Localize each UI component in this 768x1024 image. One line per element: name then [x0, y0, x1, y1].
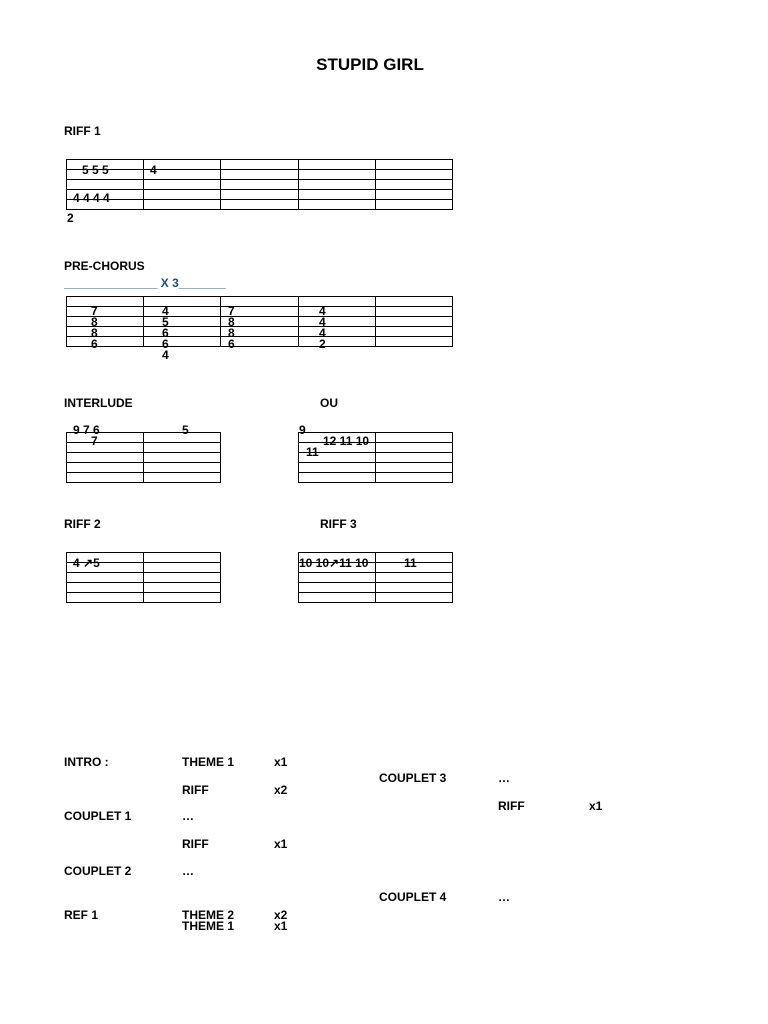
structure-dots1: … — [182, 809, 194, 823]
structure-x1-a: x1 — [274, 755, 288, 769]
structure-theme1-b: THEME 1 — [182, 919, 235, 933]
structure-ref1: REF 1 — [64, 908, 99, 922]
structure-couplet4: COUPLET 4 — [379, 890, 447, 904]
interlude-notes-3: 5 — [182, 423, 189, 437]
ou-notes-2: 12 11 10 — [323, 434, 370, 448]
riff2-notes: 4 ↗5 — [73, 556, 100, 570]
riff1-notes-line3: 2 — [67, 211, 74, 225]
prechorus-col2: 4 5 6 6 4 — [162, 304, 169, 362]
ou-notes-3: 11 — [306, 445, 319, 459]
prechorus-col3: 7 8 8 6 — [228, 304, 235, 351]
structure-theme1-a: THEME 1 — [182, 755, 235, 769]
structure-riff-b: RIFF — [182, 837, 209, 851]
ou-tab-grid — [298, 432, 453, 483]
riff3-notes: 10 10↗11 10 — [299, 556, 369, 570]
structure-x1-c: x1 — [274, 919, 288, 933]
riff1-notes-line1b: 4 — [150, 163, 157, 177]
prechorus-heading: PRE-CHORUS — [64, 259, 145, 273]
interlude-heading: INTERLUDE — [64, 396, 133, 410]
riff1-notes-line2: 4 4 4 4 — [73, 191, 110, 205]
structure-couplet1: COUPLET 1 — [64, 809, 132, 823]
riff1-heading: RIFF 1 — [64, 124, 101, 138]
interlude-tab-grid — [66, 432, 221, 483]
structure-intro: INTRO : — [64, 755, 109, 769]
page-title: STUPID GIRL — [316, 55, 424, 74]
structure-couplet3: COUPLET 3 — [379, 771, 447, 785]
structure-x2-b: x2 — [274, 908, 288, 922]
riff1-tab-grid — [66, 159, 453, 210]
structure-dots3: … — [498, 771, 510, 785]
riff3-notes-2: 11 — [404, 556, 417, 570]
structure-x1-d: x1 — [589, 799, 603, 813]
riff1-notes-line1: 5 5 5 — [82, 163, 109, 177]
riff3-heading: RIFF 3 — [320, 517, 357, 531]
ou-heading: OU — [320, 396, 338, 410]
structure-couplet2: COUPLET 2 — [64, 864, 132, 878]
structure-x2-a: x2 — [274, 783, 288, 797]
prechorus-col4: 4 4 4 2 — [319, 304, 326, 351]
structure-riff-c: RIFF — [498, 799, 525, 813]
prechorus-tab-grid — [66, 296, 453, 347]
structure-dots2: … — [182, 864, 194, 878]
ou-notes-1: 9 — [299, 423, 306, 437]
interlude-notes-1: 9 7 6 — [73, 423, 100, 437]
structure-dots4: … — [498, 890, 510, 904]
interlude-notes-2: 7 — [91, 434, 98, 448]
riff2-heading: RIFF 2 — [64, 517, 101, 531]
prechorus-col1: 7 8 8 6 — [91, 304, 98, 351]
structure-theme2: THEME 2 — [182, 908, 235, 922]
structure-x1-b: x1 — [274, 837, 288, 851]
structure-riff-a: RIFF — [182, 783, 209, 797]
prechorus-repeat: ______________ X 3_______ — [64, 276, 226, 290]
